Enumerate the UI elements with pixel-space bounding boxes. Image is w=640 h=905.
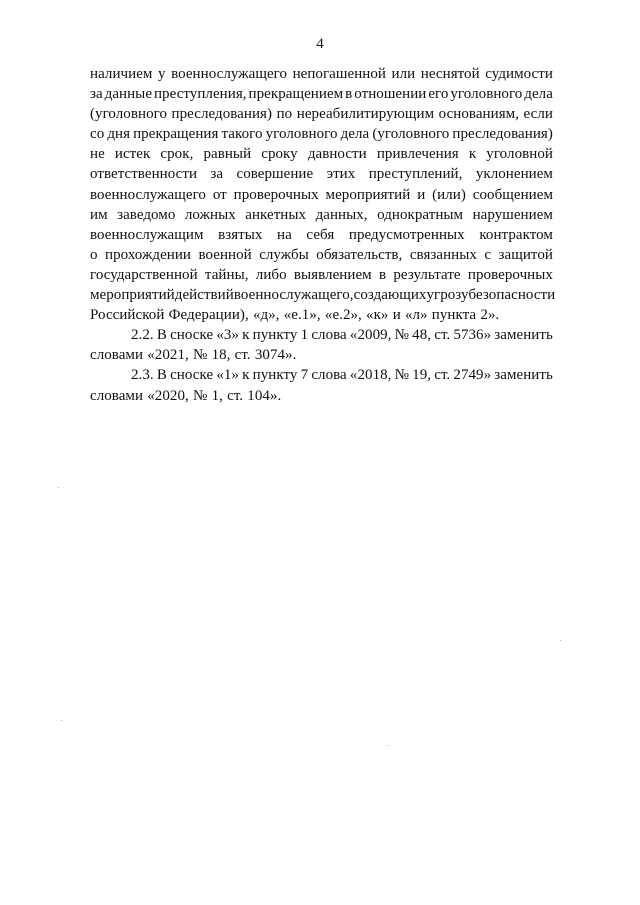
text-word: дела <box>524 86 553 103</box>
text-word: прохождении <box>105 246 192 263</box>
text-word: слова <box>311 327 347 344</box>
text-word: (уголовного <box>372 126 450 143</box>
text-word: уголовного <box>265 126 338 143</box>
text-word: результате <box>393 266 461 283</box>
text-word: военнослужащим <box>90 226 204 243</box>
text-word: преследования) <box>171 106 273 123</box>
text-word: преследования) <box>452 126 553 143</box>
text-word: с <box>484 246 492 263</box>
text-word: «к» <box>366 307 389 324</box>
text-word: 48, <box>412 327 432 344</box>
text-word: к <box>468 146 477 163</box>
text-word: или <box>391 66 416 82</box>
text-word: и <box>392 307 401 324</box>
text-word: о <box>90 246 98 263</box>
text-line <box>90 225 553 245</box>
text-word: по <box>276 106 293 123</box>
text-word: им <box>90 206 108 223</box>
text-word: ст. <box>434 367 451 384</box>
text-word: 2.2. <box>131 327 154 344</box>
text-word: государственной <box>90 266 198 283</box>
text-line <box>90 305 553 325</box>
text-word: В <box>156 367 167 384</box>
text-word: 104». <box>247 387 282 404</box>
text-word: тайны, <box>204 266 249 283</box>
scan-speck <box>388 745 389 746</box>
text-word: этих <box>326 166 356 183</box>
text-line <box>90 164 553 184</box>
text-word: 7 <box>300 367 309 384</box>
text-word: мероприятий <box>90 287 175 304</box>
text-word: взятых <box>218 226 263 243</box>
text-word: 5736» <box>453 327 492 344</box>
text-word: в <box>378 266 387 283</box>
text-word: судимости <box>485 66 553 82</box>
text-word: угрозу <box>426 287 469 304</box>
text-word: нереабилитирующим <box>296 106 435 123</box>
text-word: «е.1», <box>283 307 321 324</box>
text-word: 2». <box>480 307 500 324</box>
text-word: нарушением <box>472 206 553 223</box>
text-word: военнослужащего <box>171 66 288 82</box>
text-word: № <box>394 367 410 384</box>
text-word: сроку <box>261 146 298 163</box>
text-line <box>90 265 553 285</box>
text-word: ст. <box>434 327 451 344</box>
text-word: действий <box>174 287 234 304</box>
text-word: предусмотренных <box>348 226 465 243</box>
text-word: 1, <box>211 387 223 404</box>
text-word: однократным <box>377 206 464 223</box>
text-word: наличием <box>90 66 153 82</box>
text-word: на <box>277 226 292 243</box>
text-word: «д», <box>252 307 280 324</box>
text-line <box>90 64 553 84</box>
text-line <box>90 84 553 104</box>
text-word: равный <box>203 146 252 163</box>
text-word: его <box>428 86 449 103</box>
text-word: 2.3. <box>131 367 154 384</box>
text-word: «3» <box>216 327 239 344</box>
text-word: отношении <box>354 86 427 103</box>
text-word: сноске <box>170 327 214 344</box>
text-word: данные <box>104 86 153 103</box>
text-word: пункта <box>431 307 477 324</box>
text-word: В <box>156 327 167 344</box>
text-word: за <box>210 166 224 183</box>
text-word: Федерации), <box>168 307 249 324</box>
text-word: № <box>193 387 208 404</box>
text-word: истек <box>114 146 151 163</box>
text-word: уклонением <box>475 166 553 183</box>
text-word: выявлением <box>293 266 372 283</box>
text-word: если <box>523 106 553 123</box>
text-word: данных, <box>315 206 368 223</box>
text-word: (уголовного <box>90 106 168 123</box>
text-word: от <box>212 186 227 203</box>
text-line <box>90 124 553 144</box>
text-word: словами <box>90 347 144 364</box>
text-word: не <box>90 146 105 163</box>
text-line <box>90 325 553 345</box>
text-word: ложных <box>184 206 236 223</box>
text-word: совершение <box>236 166 314 183</box>
text-word: пункту <box>252 367 298 384</box>
page-number: 4 <box>316 36 324 52</box>
text-word: заведомо <box>117 206 176 223</box>
text-word: проверочных <box>467 266 553 283</box>
text-word: 3074». <box>254 347 297 364</box>
text-word: обязательств, <box>316 246 403 263</box>
text-word: и <box>417 186 426 203</box>
text-word: к <box>242 367 250 384</box>
text-word: такого <box>221 126 263 143</box>
text-word: 19, <box>412 367 432 384</box>
text-word: словами <box>90 387 144 404</box>
text-word: срок, <box>160 146 194 163</box>
text-word: в <box>345 86 353 103</box>
text-word: за <box>90 86 103 103</box>
text-word: 2749» <box>453 367 492 384</box>
text-line <box>90 104 553 124</box>
text-word: уголовной <box>486 146 553 163</box>
text-word: контрактом <box>479 226 553 243</box>
text-word: заменить <box>494 327 553 344</box>
text-word: ст. <box>227 387 244 404</box>
scan-speck <box>58 487 59 488</box>
text-line <box>90 144 553 164</box>
text-word: давности <box>307 146 367 163</box>
text-word: «2009, <box>349 327 392 344</box>
text-word: привлечения <box>376 146 459 163</box>
text-word: слова <box>311 367 347 384</box>
text-word: «2021, <box>147 347 189 364</box>
text-word: уголовного <box>450 86 523 103</box>
text-word: преступления, <box>153 86 247 103</box>
text-word: дела <box>340 126 370 143</box>
text-word: ответственности <box>90 166 198 183</box>
text-word: ст. <box>234 347 251 364</box>
text-word: себя <box>306 226 335 243</box>
text-word: № <box>193 347 208 364</box>
text-word: со <box>90 126 105 143</box>
text-word: создающих <box>353 287 427 304</box>
text-word: пункту <box>252 327 298 344</box>
text-word: непогашенной <box>292 66 386 82</box>
scan-speck <box>560 640 561 641</box>
text-line <box>90 365 553 385</box>
text-word: проверочных <box>233 186 319 203</box>
text-word: безопасности <box>468 287 556 304</box>
text-word: «е.2», <box>324 307 362 324</box>
text-line <box>90 285 556 305</box>
text-word: к <box>242 327 250 344</box>
text-word: прекращением <box>248 86 344 103</box>
text-word: прекращения <box>133 126 219 143</box>
text-word: (или) <box>432 186 466 203</box>
scan-speck <box>61 720 62 721</box>
text-word: Российской <box>90 307 165 324</box>
text-word: либо <box>255 266 287 283</box>
text-line <box>90 185 553 205</box>
text-word: мероприятий <box>325 186 411 203</box>
text-word: сообщением <box>472 186 553 203</box>
text-word: неснятой <box>420 66 480 82</box>
text-word: у <box>157 66 166 82</box>
text-word: «1» <box>216 367 239 384</box>
text-line <box>90 245 553 265</box>
text-line <box>90 386 553 406</box>
text-word: № <box>394 327 410 344</box>
text-line <box>90 205 553 225</box>
text-word: заменить <box>494 367 553 384</box>
text-word: службы <box>259 246 309 263</box>
text-word: «2018, <box>349 367 392 384</box>
text-word: дня <box>107 126 131 143</box>
text-word: военнослужащего <box>90 186 206 203</box>
text-word: «л» <box>404 307 428 324</box>
text-word: сноске <box>170 367 214 384</box>
text-word: защитой <box>498 246 553 263</box>
text-word: связанных <box>409 246 477 263</box>
text-word: основаниям, <box>438 106 520 123</box>
text-word: 18, <box>211 347 231 364</box>
document-body <box>90 64 556 406</box>
text-word: 1 <box>300 327 309 344</box>
text-word: военнослужащего, <box>233 287 354 304</box>
text-word: «2020, <box>147 387 189 404</box>
text-word: военной <box>198 246 252 263</box>
text-word: преступлений, <box>368 166 463 183</box>
text-word: анкетных <box>245 206 307 223</box>
text-line <box>90 345 553 365</box>
